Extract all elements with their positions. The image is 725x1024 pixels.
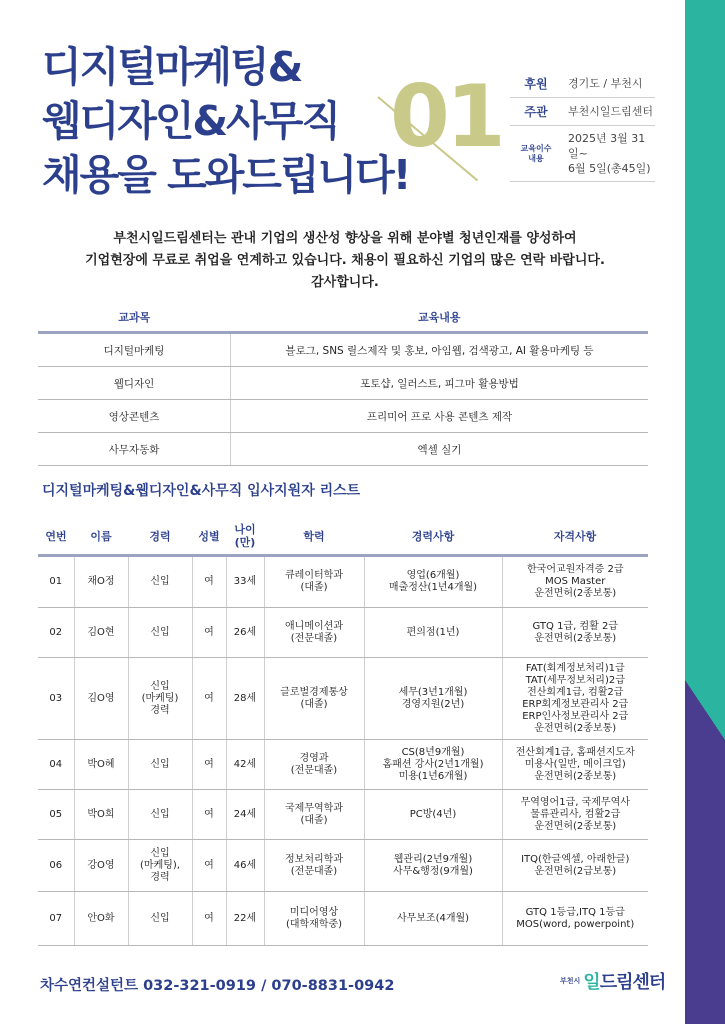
cell-experience: 사무보조(4개월)	[364, 892, 502, 946]
cell-no: 01	[38, 556, 74, 608]
intro-line-1: 부천시일드림센터는 관내 기업의 생산성 향상을 위해 분야별 청년인재를 양성하여	[113, 231, 577, 246]
side-bar-purple	[685, 740, 725, 1024]
cell-gender: 여	[192, 790, 226, 840]
badge-number: 01	[390, 67, 502, 167]
applicants-header-row	[38, 518, 648, 556]
intro-line-2: 기업현장에 무료로 취업을 연계하고 있습니다. 채용이 필요하신 기업의 많은 연락 바랍니다.	[85, 253, 605, 268]
page-title	[42, 40, 409, 202]
cell-gender: 여	[192, 892, 226, 946]
applicant-row	[38, 740, 648, 790]
logo-wordmark-rest: 드림센터	[599, 972, 666, 993]
cell-experience: CS(8년9개월) 홈패션 강사(2년1개월) 미용(1년6개월)	[364, 740, 502, 790]
cell-education: 애니메이션과 (전문대졸)	[264, 608, 364, 658]
info-key: 후원	[524, 77, 548, 91]
cell-name: 박O희	[74, 790, 128, 840]
cell-gender: 여	[192, 840, 226, 892]
cell-no: 03	[38, 658, 74, 740]
header-career: 경력	[128, 518, 192, 556]
info-value: 2025년 3월 31일~ 6월 5일(총45일)	[568, 132, 651, 175]
cell-certificates: FAT(회계정보처리)1급 TAT(세무정보처리)2급 전산회계1급, 컴활2급 ERP회계정보관리사 2급 ERP인사정보관리사 2급 운전면허(2종보통)	[502, 658, 648, 740]
applicants-title: 디지털마케팅&웹디자인&사무직 입사지원자 리스트	[42, 483, 361, 499]
cell-education: 미디어영상 (대학재학중)	[264, 892, 364, 946]
subject-row	[38, 367, 648, 400]
info-key: 주관	[524, 105, 548, 119]
cell-certificates: 무역영어1급, 국제무역사 물류관리사, 컴활2급 운전면허(2종보통)	[502, 790, 648, 840]
info-box	[510, 70, 655, 182]
cell-age: 26세	[226, 608, 264, 658]
title-line-1: 디지털마케팅&	[42, 43, 302, 91]
cell-no: 06	[38, 840, 74, 892]
applicant-row	[38, 840, 648, 892]
info-key: 교육이수 내용	[520, 143, 552, 163]
cell-experience: 편의점(1년)	[364, 608, 502, 658]
cell-career: 신입	[128, 790, 192, 840]
applicant-row	[38, 658, 648, 740]
info-row-host	[510, 98, 655, 126]
cell-name: 박O혜	[74, 740, 128, 790]
logo-city-label: 부천시	[560, 977, 581, 985]
subject-table	[38, 303, 648, 466]
title-line-3: 채용을 도와드립니다!	[42, 151, 410, 199]
header-name: 이름	[74, 518, 128, 556]
header-education: 학력	[264, 518, 364, 556]
title-line-2: 웹디자인&사무직	[42, 97, 339, 145]
subject-header: 교육내용	[231, 303, 649, 333]
subject-content: 포토샵, 일러스트, 피그마 활용방법	[231, 367, 649, 400]
cell-age: 33세	[226, 556, 264, 608]
subject-row	[38, 400, 648, 433]
cell-career: 신입	[128, 740, 192, 790]
cell-age: 28세	[226, 658, 264, 740]
info-value: 부천시일드림센터	[568, 105, 654, 118]
side-bar-teal	[685, 0, 725, 740]
applicant-row	[38, 892, 648, 946]
subject-row	[38, 433, 648, 466]
applicant-row	[38, 790, 648, 840]
cell-education: 큐레이터학과 (대졸)	[264, 556, 364, 608]
cell-career: 신입	[128, 608, 192, 658]
cell-career: 신입	[128, 556, 192, 608]
applicant-row	[38, 608, 648, 658]
cell-experience: 웹관리(2년9개월) 사무&행정(9개월)	[364, 840, 502, 892]
subject-header: 교과목	[38, 303, 231, 333]
cell-age: 22세	[226, 892, 264, 946]
cell-gender: 여	[192, 556, 226, 608]
cell-name: 김O현	[74, 608, 128, 658]
subject-content: 블로그, SNS 릴스제작 및 홍보, 아임웹, 검색광고, AI 활용마케팅 등	[231, 333, 649, 367]
intro-line-3: 감사합니다.	[311, 275, 379, 290]
cell-certificates: ITQ(한글엑셀, 아래한글) 운전면허(2급보통)	[502, 840, 648, 892]
cell-certificates: 전산회계1급, 홈패션지도자 미용사(일반, 메이크업) 운전면허(2종보통)	[502, 740, 648, 790]
cell-age: 24세	[226, 790, 264, 840]
cell-name: 강O영	[74, 840, 128, 892]
subject-name: 사무자동화	[38, 433, 231, 466]
cell-experience: 영업(6개월) 매출정산(1년4개월)	[364, 556, 502, 608]
logo-wordmark	[583, 968, 665, 994]
info-row-sponsor	[510, 70, 655, 98]
applicants-table	[38, 518, 648, 946]
cell-age: 46세	[226, 840, 264, 892]
subject-name: 영상콘텐츠	[38, 400, 231, 433]
center-logo	[560, 968, 665, 994]
cell-age: 42세	[226, 740, 264, 790]
cell-no: 05	[38, 790, 74, 840]
contact-footer: 차수연컨설턴트 032-321-0919 / 070-8831-0942	[40, 978, 395, 994]
subject-name: 디지털마케팅	[38, 333, 231, 367]
info-row-period	[510, 126, 655, 182]
cell-career: 신입	[128, 892, 192, 946]
cell-no: 02	[38, 608, 74, 658]
subject-header-row	[38, 303, 648, 333]
cell-education: 정보처리학과 (전문대졸)	[264, 840, 364, 892]
cell-education: 글로벌경제통상 (대졸)	[264, 658, 364, 740]
cell-education: 국제무역학과 (대졸)	[264, 790, 364, 840]
header-age: 나이 (만)	[226, 518, 264, 556]
cell-name: 안O화	[74, 892, 128, 946]
cell-no: 07	[38, 892, 74, 946]
info-value: 경기도 / 부천시	[568, 77, 643, 90]
cell-experience: PC방(4년)	[364, 790, 502, 840]
subject-name: 웹디자인	[38, 367, 231, 400]
logo-wordmark-accent: 일	[583, 972, 600, 993]
cell-career: 신입 (마케팅), 경력	[128, 840, 192, 892]
cell-gender: 여	[192, 658, 226, 740]
cell-gender: 여	[192, 608, 226, 658]
cell-career: 신입 (마케팅) 경력	[128, 658, 192, 740]
cell-certificates: GTQ 1등급,ITQ 1등급 MOS(word, powerpoint)	[502, 892, 648, 946]
subject-row	[38, 333, 648, 367]
cell-no: 04	[38, 740, 74, 790]
subject-content: 엑셀 실기	[231, 433, 649, 466]
applicant-row	[38, 556, 648, 608]
cell-experience: 세무(3년1개월) 경영지원(2년)	[364, 658, 502, 740]
intro-text	[40, 228, 650, 294]
header-experience: 경력사항	[364, 518, 502, 556]
cell-name: 채O정	[74, 556, 128, 608]
header-no: 연번	[38, 518, 74, 556]
cell-certificates: GTQ 1급, 컴활 2급 운전면허(2종보통)	[502, 608, 648, 658]
header-gender: 성별	[192, 518, 226, 556]
cell-gender: 여	[192, 740, 226, 790]
cell-education: 경영과 (전문대졸)	[264, 740, 364, 790]
header-certificates: 자격사항	[502, 518, 648, 556]
cell-certificates: 한국어교원자격증 2급 MOS Master 운전면허(2종보통)	[502, 556, 648, 608]
cell-name: 김O영	[74, 658, 128, 740]
subject-content: 프리미어 프로 사용 콘텐츠 제작	[231, 400, 649, 433]
